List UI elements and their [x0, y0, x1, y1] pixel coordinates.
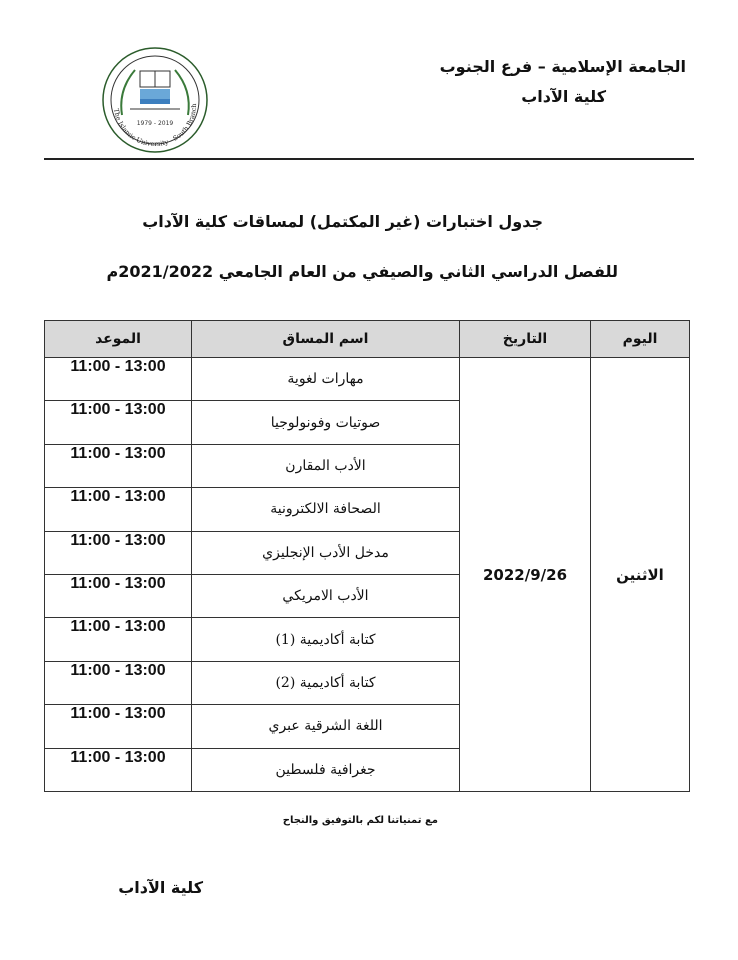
header-course: اسم المساق: [192, 321, 460, 358]
course-cell: الصحافة الالكترونية: [192, 488, 460, 531]
day-cell: الاثنين: [591, 358, 690, 792]
course-cell: مهارات لغوية: [192, 358, 460, 401]
time-cell: 11:00 - 13:00: [45, 358, 192, 401]
course-cell: جغرافية فلسطين: [192, 748, 460, 791]
time-cell: 11:00 - 13:00: [45, 574, 192, 617]
time-cell: 11:00 - 13:00: [45, 748, 192, 791]
exam-schedule-table: [44, 320, 690, 792]
course-cell: كتابة أكاديمية (2): [192, 661, 460, 704]
header-date: التاريخ: [460, 321, 591, 358]
course-cell: اللغة الشرقية عبري: [192, 705, 460, 748]
institution-name: الجامعة الإسلامية – فرع الجنوب: [439, 57, 686, 76]
course-cell: صوتيات وفونولوجيا: [192, 401, 460, 444]
date-cell: 2022/9/26: [460, 358, 591, 792]
time-cell: 11:00 - 13:00: [45, 444, 192, 487]
header-time: الموعد: [45, 321, 192, 358]
time-cell: 11:00 - 13:00: [45, 531, 192, 574]
course-cell: الأدب المقارن: [192, 444, 460, 487]
course-cell: كتابة أكاديمية (1): [192, 618, 460, 661]
faculty-name: كلية الآداب: [521, 87, 606, 106]
time-cell: 11:00 - 13:00: [45, 661, 192, 704]
time-cell: 11:00 - 13:00: [45, 401, 192, 444]
logo-ring-text: 1979 - 2019: [136, 120, 174, 127]
header-day: اليوم: [591, 321, 690, 358]
university-logo: [100, 45, 210, 155]
institution-header: [440, 52, 686, 112]
time-cell: 11:00 - 13:00: [45, 705, 192, 748]
closing-message: مع تمنياتنا لكم بالتوفيق والنجاح: [282, 815, 438, 826]
time-cell: 11:00 - 13:00: [45, 618, 192, 661]
course-cell: الأدب الامريكي: [192, 574, 460, 617]
schedule-title: جدول اختبارات (غير المكتمل) لمساقات كلية الآداب: [142, 212, 543, 231]
header-divider: [44, 158, 694, 160]
course-cell: مدخل الأدب الإنجليزي: [192, 531, 460, 574]
table-row: [45, 358, 690, 401]
table-header-row: [45, 321, 690, 358]
schedule-subtitle: للفصل الدراسي الثاني والصيفي من العام الجامعي 2021/2022م: [106, 262, 618, 281]
signature: كلية الآداب: [118, 878, 203, 897]
svg-text:The Islamic University - South: The Islamic University - South Branch: [112, 103, 199, 149]
time-cell: 11:00 - 13:00: [45, 488, 192, 531]
